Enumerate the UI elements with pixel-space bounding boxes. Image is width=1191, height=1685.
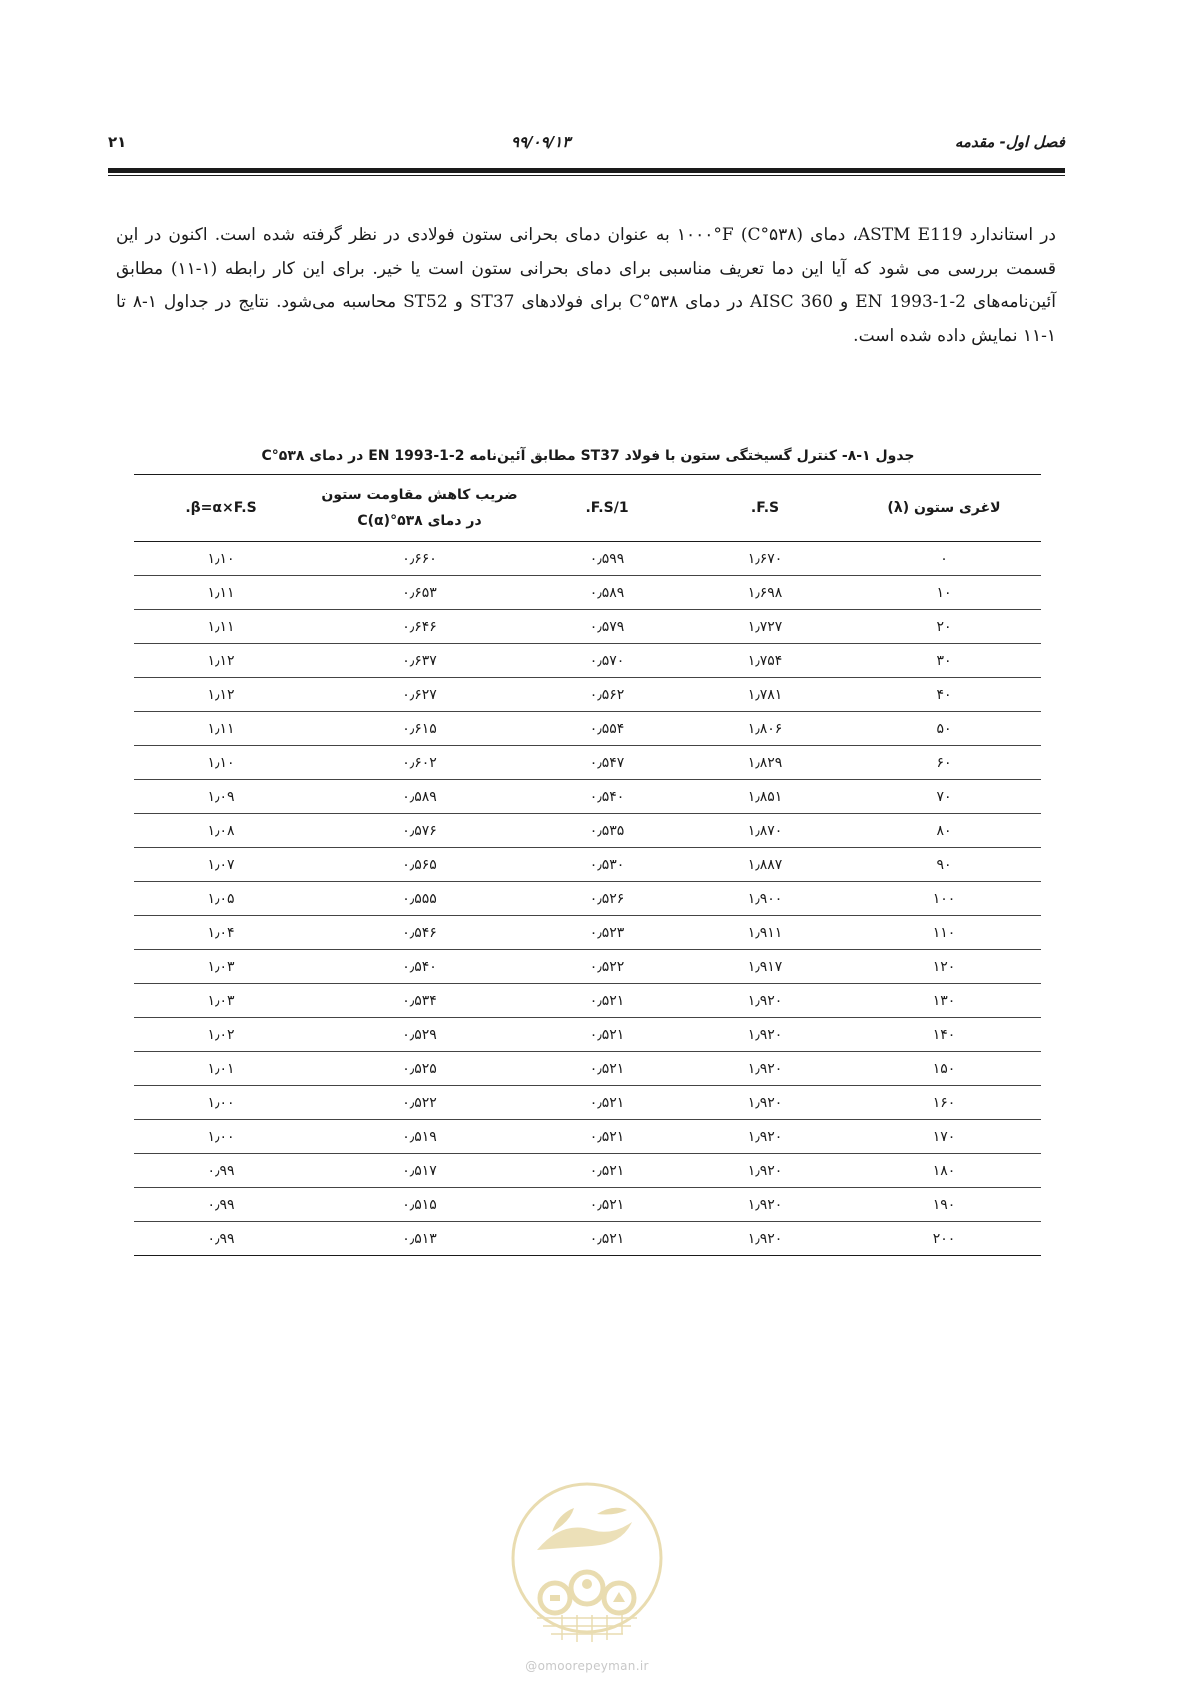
header-slenderness: لاغری ستون (λ) bbox=[847, 475, 1041, 542]
cell-beta: ۱٫۱۱ bbox=[134, 712, 308, 746]
cell-alpha: ۰٫۵۴۶ bbox=[308, 916, 531, 950]
cell-beta: ۱٫۱۲ bbox=[134, 678, 308, 712]
table-row bbox=[134, 780, 1041, 814]
cell-slenderness: ۸۰ bbox=[847, 814, 1041, 848]
cell-beta: ۱٫۱۲ bbox=[134, 644, 308, 678]
cell-inv-fs: ۰٫۵۲۲ bbox=[531, 950, 683, 984]
cell-inv-fs: ۰٫۵۸۹ bbox=[531, 576, 683, 610]
cell-alpha: ۰٫۵۶۵ bbox=[308, 848, 531, 882]
cell-inv-fs: ۰٫۵۹۹ bbox=[531, 542, 683, 576]
cell-alpha: ۰٫۶۳۷ bbox=[308, 644, 531, 678]
cell-fs: ۱٫۸۰۶ bbox=[683, 712, 847, 746]
table-row bbox=[134, 576, 1041, 610]
cell-alpha: ۰٫۶۴۶ bbox=[308, 610, 531, 644]
cell-fs: ۱٫۹۰۰ bbox=[683, 882, 847, 916]
cell-beta: ۱٫۰۵ bbox=[134, 882, 308, 916]
table-row bbox=[134, 678, 1041, 712]
cell-inv-fs: ۰٫۵۳۰ bbox=[531, 848, 683, 882]
cell-alpha: ۰٫۵۸۹ bbox=[308, 780, 531, 814]
cell-alpha: ۰٫۵۲۵ bbox=[308, 1052, 531, 1086]
cell-beta: ۱٫۰۲ bbox=[134, 1018, 308, 1052]
cell-inv-fs: ۰٫۵۵۴ bbox=[531, 712, 683, 746]
cell-fs: ۱٫۹۱۷ bbox=[683, 950, 847, 984]
cell-alpha: ۰٫۵۲۲ bbox=[308, 1086, 531, 1120]
page-header bbox=[108, 128, 1065, 156]
cell-slenderness: ۱۸۰ bbox=[847, 1154, 1041, 1188]
cell-slenderness: ۴۰ bbox=[847, 678, 1041, 712]
cell-slenderness: ۱۵۰ bbox=[847, 1052, 1041, 1086]
cell-beta: ۱٫۱۰ bbox=[134, 542, 308, 576]
table-row bbox=[134, 610, 1041, 644]
cell-alpha: ۰٫۶۲۷ bbox=[308, 678, 531, 712]
cell-slenderness: ۳۰ bbox=[847, 644, 1041, 678]
cell-inv-fs: ۰٫۵۲۱ bbox=[531, 1188, 683, 1222]
header-rule-thin bbox=[108, 175, 1065, 176]
data-table bbox=[134, 474, 1041, 1256]
cell-slenderness: ۹۰ bbox=[847, 848, 1041, 882]
table-row bbox=[134, 1120, 1041, 1154]
cell-inv-fs: ۰٫۵۲۱ bbox=[531, 1018, 683, 1052]
cell-inv-fs: ۰٫۵۶۲ bbox=[531, 678, 683, 712]
cell-alpha: ۰٫۶۵۳ bbox=[308, 576, 531, 610]
cell-fs: ۱٫۹۲۰ bbox=[683, 1222, 847, 1256]
table-row bbox=[134, 984, 1041, 1018]
cell-fs: ۱٫۶۷۰ bbox=[683, 542, 847, 576]
cell-slenderness: ۱۰ bbox=[847, 576, 1041, 610]
table-body bbox=[134, 542, 1041, 1256]
cell-fs: ۱٫۹۲۰ bbox=[683, 1188, 847, 1222]
table-caption: جدول ۱-۸- کنترل گسیختگی ستون با فولاد ST37 مطابق آئین‌نامه EN 1993-1-2 در دمای ۵۳۸°C bbox=[261, 448, 915, 464]
table-row bbox=[134, 1086, 1041, 1120]
table-row bbox=[134, 746, 1041, 780]
cell-slenderness: ۵۰ bbox=[847, 712, 1041, 746]
table-row bbox=[134, 950, 1041, 984]
cell-fs: ۱٫۹۱۱ bbox=[683, 916, 847, 950]
cell-fs: ۱٫۹۲۰ bbox=[683, 1018, 847, 1052]
cell-fs: ۱٫۷۵۴ bbox=[683, 644, 847, 678]
cell-fs: ۱٫۷۸۱ bbox=[683, 678, 847, 712]
table-row bbox=[134, 542, 1041, 576]
cell-alpha: ۰٫۵۳۴ bbox=[308, 984, 531, 1018]
cell-beta: ۱٫۰۳ bbox=[134, 950, 308, 984]
cell-slenderness: ۱۱۰ bbox=[847, 916, 1041, 950]
cell-fs: ۱٫۶۹۸ bbox=[683, 576, 847, 610]
cell-slenderness: ۶۰ bbox=[847, 746, 1041, 780]
cell-fs: ۱٫۸۵۱ bbox=[683, 780, 847, 814]
cell-beta: ۱٫۱۱ bbox=[134, 576, 308, 610]
cell-beta: ۰٫۹۹ bbox=[134, 1188, 308, 1222]
cell-slenderness: ۱۹۰ bbox=[847, 1188, 1041, 1222]
cell-inv-fs: ۰٫۵۲۱ bbox=[531, 984, 683, 1018]
cell-alpha: ۰٫۵۱۹ bbox=[308, 1120, 531, 1154]
cell-beta: ۱٫۰۸ bbox=[134, 814, 308, 848]
body-text bbox=[116, 219, 1056, 353]
header-date: ۹۹/۰۹/۱۳ bbox=[510, 133, 571, 151]
cell-slenderness: ۱۰۰ bbox=[847, 882, 1041, 916]
cell-fs: ۱٫۷۲۷ bbox=[683, 610, 847, 644]
cell-fs: ۱٫۹۲۰ bbox=[683, 984, 847, 1018]
cell-fs: ۱٫۹۲۰ bbox=[683, 1086, 847, 1120]
cell-alpha: ۰٫۶۱۵ bbox=[308, 712, 531, 746]
table-row bbox=[134, 916, 1041, 950]
cell-slenderness: ۷۰ bbox=[847, 780, 1041, 814]
cell-inv-fs: ۰٫۵۲۶ bbox=[531, 882, 683, 916]
cell-slenderness: ۲۰ bbox=[847, 610, 1041, 644]
cell-inv-fs: ۰٫۵۷۹ bbox=[531, 610, 683, 644]
logo-seal-icon bbox=[507, 1480, 667, 1655]
table-row bbox=[134, 1222, 1041, 1256]
cell-inv-fs: ۰٫۵۴۰ bbox=[531, 780, 683, 814]
cell-slenderness: ۰ bbox=[847, 542, 1041, 576]
cell-inv-fs: ۰٫۵۴۷ bbox=[531, 746, 683, 780]
cell-alpha: ۰٫۵۱۳ bbox=[308, 1222, 531, 1256]
table-row bbox=[134, 712, 1041, 746]
cell-inv-fs: ۰٫۵۷۰ bbox=[531, 644, 683, 678]
cell-beta: ۱٫۰۴ bbox=[134, 916, 308, 950]
cell-alpha: ۰٫۵۱۷ bbox=[308, 1154, 531, 1188]
cell-slenderness: ۱۷۰ bbox=[847, 1120, 1041, 1154]
table-row bbox=[134, 1018, 1041, 1052]
cell-alpha: ۰٫۶۰۲ bbox=[308, 746, 531, 780]
cell-slenderness: ۱۶۰ bbox=[847, 1086, 1041, 1120]
chapter-title: فصل اول- مقدمه bbox=[954, 133, 1065, 151]
cell-slenderness: ۱۲۰ bbox=[847, 950, 1041, 984]
cell-inv-fs: ۰٫۵۲۱ bbox=[531, 1086, 683, 1120]
table-row bbox=[134, 814, 1041, 848]
table-row bbox=[134, 644, 1041, 678]
cell-beta: ۰٫۹۹ bbox=[134, 1154, 308, 1188]
table-row bbox=[134, 882, 1041, 916]
cell-fs: ۱٫۸۸۷ bbox=[683, 848, 847, 882]
cell-inv-fs: ۰٫۵۳۵ bbox=[531, 814, 683, 848]
cell-fs: ۱٫۹۲۰ bbox=[683, 1120, 847, 1154]
cell-beta: ۱٫۰۳ bbox=[134, 984, 308, 1018]
cell-inv-fs: ۰٫۵۲۳ bbox=[531, 916, 683, 950]
cell-beta: ۰٫۹۹ bbox=[134, 1222, 308, 1256]
header-alpha-line2: در دمای ۵۳۸°C(α) bbox=[357, 513, 482, 529]
cell-beta: ۱٫۰۱ bbox=[134, 1052, 308, 1086]
header-beta: β=α×F.S. bbox=[134, 475, 308, 542]
watermark-url: @omoorepeyman.ir bbox=[525, 1659, 649, 1673]
cell-inv-fs: ۰٫۵۲۱ bbox=[531, 1222, 683, 1256]
page-number: ۲۱ bbox=[108, 133, 127, 151]
cell-fs: ۱٫۸۷۰ bbox=[683, 814, 847, 848]
table-row bbox=[134, 848, 1041, 882]
cell-alpha: ۰٫۵۷۶ bbox=[308, 814, 531, 848]
cell-beta: ۱٫۰۹ bbox=[134, 780, 308, 814]
cell-alpha: ۰٫۶۶۰ bbox=[308, 542, 531, 576]
cell-beta: ۱٫۰۰ bbox=[134, 1120, 308, 1154]
cell-beta: ۱٫۱۰ bbox=[134, 746, 308, 780]
cell-slenderness: ۱۳۰ bbox=[847, 984, 1041, 1018]
body-paragraph: در استاندارد ASTM E119، دمای (۵۳۸°C) ۱۰۰۰°F به عنوان دمای بحرانی ستون فولادی در نظر گرفته شده است. اکنون در این قسمت بررسی می شود که آیا این دما تعریف مناسبی برای دمای بحرانی ستون است یا خیر. برای این کار رابطه (۱-۱۱) مطابق آئین‌نامه‌های EN 1993-1-2 و AISC 360 در دمای ۵۳۸°C برای فولادهای ST37 و ST52 محاسبه می‌شود. نتایج در جداول ۱-۸ تا ۱-۱۱ نمایش داده شده است. bbox=[116, 225, 1056, 346]
header-fs: F.S. bbox=[683, 475, 847, 542]
cell-inv-fs: ۰٫۵۲۱ bbox=[531, 1154, 683, 1188]
header-alpha bbox=[308, 475, 531, 542]
cell-slenderness: ۱۴۰ bbox=[847, 1018, 1041, 1052]
watermark-logo bbox=[507, 1480, 667, 1680]
cell-beta: ۱٫۰۷ bbox=[134, 848, 308, 882]
cell-fs: ۱٫۸۲۹ bbox=[683, 746, 847, 780]
header-inv-fs: 1/F.S. bbox=[531, 475, 683, 542]
header-alpha-line1: ضریب کاهش مقاومت ستون bbox=[321, 487, 518, 503]
cell-beta: ۱٫۰۰ bbox=[134, 1086, 308, 1120]
cell-alpha: ۰٫۵۵۵ bbox=[308, 882, 531, 916]
table-row bbox=[134, 1188, 1041, 1222]
table-row bbox=[134, 1154, 1041, 1188]
cell-inv-fs: ۰٫۵۲۱ bbox=[531, 1052, 683, 1086]
cell-slenderness: ۲۰۰ bbox=[847, 1222, 1041, 1256]
cell-alpha: ۰٫۵۱۵ bbox=[308, 1188, 531, 1222]
cell-beta: ۱٫۱۱ bbox=[134, 610, 308, 644]
cell-alpha: ۰٫۵۴۰ bbox=[308, 950, 531, 984]
cell-fs: ۱٫۹۲۰ bbox=[683, 1154, 847, 1188]
table-row bbox=[134, 1052, 1041, 1086]
table-header-row bbox=[134, 475, 1041, 542]
cell-fs: ۱٫۹۲۰ bbox=[683, 1052, 847, 1086]
cell-inv-fs: ۰٫۵۲۱ bbox=[531, 1120, 683, 1154]
header-rule-thick bbox=[108, 168, 1065, 173]
cell-alpha: ۰٫۵۲۹ bbox=[308, 1018, 531, 1052]
